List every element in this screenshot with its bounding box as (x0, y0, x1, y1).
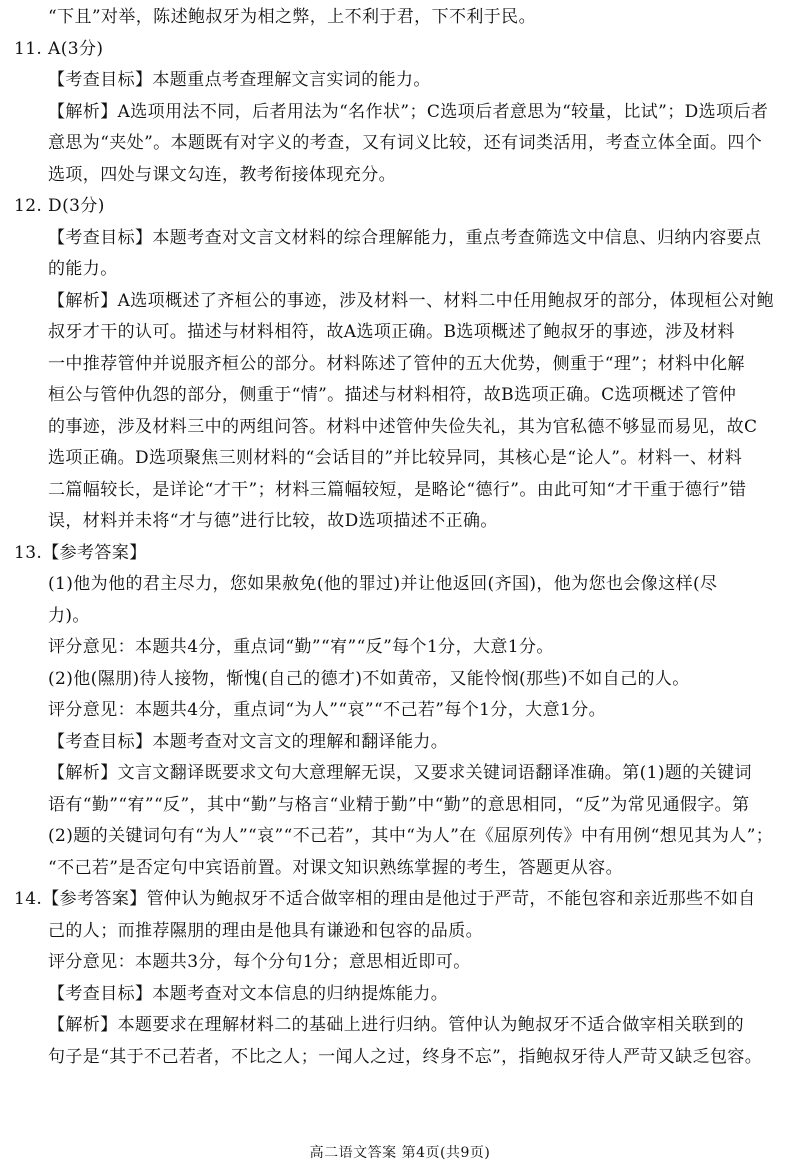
text-line: 评分意见：本题共4分，重点词“勤”“宥”“反”每个1分，大意1分。 (48, 637, 554, 657)
text-line: 【考查目标】本题考查对文本信息的归纳提炼能力。 (48, 983, 449, 1004)
text-line: (2)题的关键词句有“为人”“哀”“不己若”，其中“为人”在《屈原列传》中有用例“想见其为人”； (48, 826, 774, 846)
text-line: 语有“勤”“宥”“反”，其中“勤”与格言“业精于勤”中“勤”的意思相同，“反”为常见通假字。第 (48, 794, 750, 815)
text-line: 【解析】A选项用法不同，后者用法为“名作状”；C选项后者意思为“较量，比试”；D选项后者 (48, 101, 769, 122)
text-line: 14.【参考答案】管仲认为鲍叔牙不适合做宰相的理由是他过于严苛，不能包容和亲近那些不如自 (14, 889, 756, 909)
text-line: 【解析】文言文翻译既要求文句大意理解无误，又要求关键词语翻译准确。第(1)题的关键词 (48, 763, 752, 783)
text-line: 【考查目标】本题考查对文言文材料的综合理解能力，重点考查筛选文中信息、归纳内容要点 (48, 227, 762, 248)
text-line: 力)。 (48, 605, 90, 626)
text-line: 一中推荐管仲并说服齐桓公的部分。材料陈述了管仲的五大优势，侧重于“理”；材料中化解 (48, 353, 745, 374)
text-line: 13.【参考答案】 (14, 542, 147, 563)
text-line: 的事迹，涉及材料三中的两组问答。材料中述管仲失俭失礼，其为官私德不够显而易见，故C (48, 416, 758, 437)
text-line: 己的人；而推荐隰朋的理由是他具有谦逊和包容的品质。 (48, 920, 483, 941)
text-line: 12. D(3分) (14, 196, 105, 216)
answer-content (14, 2, 788, 1073)
text-line: 意思为“夹处”。本题既有对字义的考查，又有词义比较，还有词类活用，考查立体全面。四个 (48, 133, 763, 153)
text-line: 11. A(3分) (14, 38, 104, 59)
text-line: 选项正确。D选项聚焦三则材料的“会话目的”并比较异同，其核心是“论人”。材料一、材料 (48, 448, 743, 468)
text-line: 叔牙才干的认可。描述与材料相符，故A选项正确。B选项概述了鲍叔牙的事迹，涉及材料 (48, 322, 735, 342)
text-line: 选项，四处与课文勾连，教考衔接体现充分。 (48, 164, 396, 185)
text-line: 【解析】本题要求在理解材料二的基础上进行归纳。管仲认为鲍叔牙不适合做宰相关联到的 (48, 1015, 744, 1035)
text-line: 的能力。 (48, 259, 118, 279)
text-line: 二篇幅较长，是详论“才干”；材料三篇幅较短，是略论“德行”。由此可知“才干重于德行”错 (48, 479, 747, 500)
text-line: 误，材料并未将“才与德”进行比较，故D选项描述不正确。 (48, 511, 498, 531)
text-line: (2)他(隰朋)待人接物，惭愧(自己的德才)不如黄帝，又能怜悯(那些)不如自己的人。 (48, 668, 690, 689)
text-line: 桓公与管仲仇怨的部分，侧重于“情”。描述与材料相符，故B选项正确。C选项概述了管仲 (48, 385, 737, 405)
text-line: (1)他为他的君主尽力，您如果赦免(他的罪过)并让他返回(齐国)，他为您也会像这样(尽 (48, 574, 718, 594)
text-line: 【考查目标】本题重点考查理解文言实词的能力。 (48, 70, 431, 90)
page-footer: 高二语文答案 第4页(共9页) (309, 1145, 491, 1161)
text-line: “不己若”是否定句中宾语前置。对课文知识熟练掌握的考生，答题更从容。 (48, 857, 623, 878)
text-line: 【解析】A选项概述了齐桓公的事迹，涉及材料一、材料二中任用鲍叔牙的部分，体现桓公对鲍 (48, 290, 775, 311)
text-line: 评分意见：本题共3分，每个分句1分；意思相近即可。 (48, 952, 471, 972)
text-line: 评分意见：本题共4分，重点词“为人”“哀”“不己若”每个1分，大意1分。 (48, 700, 606, 720)
text-line: 句子是“其于不己若者，不比之人；一闻人之过，终身不忘”，指鲍叔牙待人严苛又缺乏包容。 (48, 1046, 763, 1067)
text-line: 【考查目标】本题考查对文言文的理解和翻译能力。 (48, 731, 449, 752)
text-line: “下且”对举，陈述鲍叔牙为相之弊，上不利于君，下不利于民。 (48, 7, 536, 27)
